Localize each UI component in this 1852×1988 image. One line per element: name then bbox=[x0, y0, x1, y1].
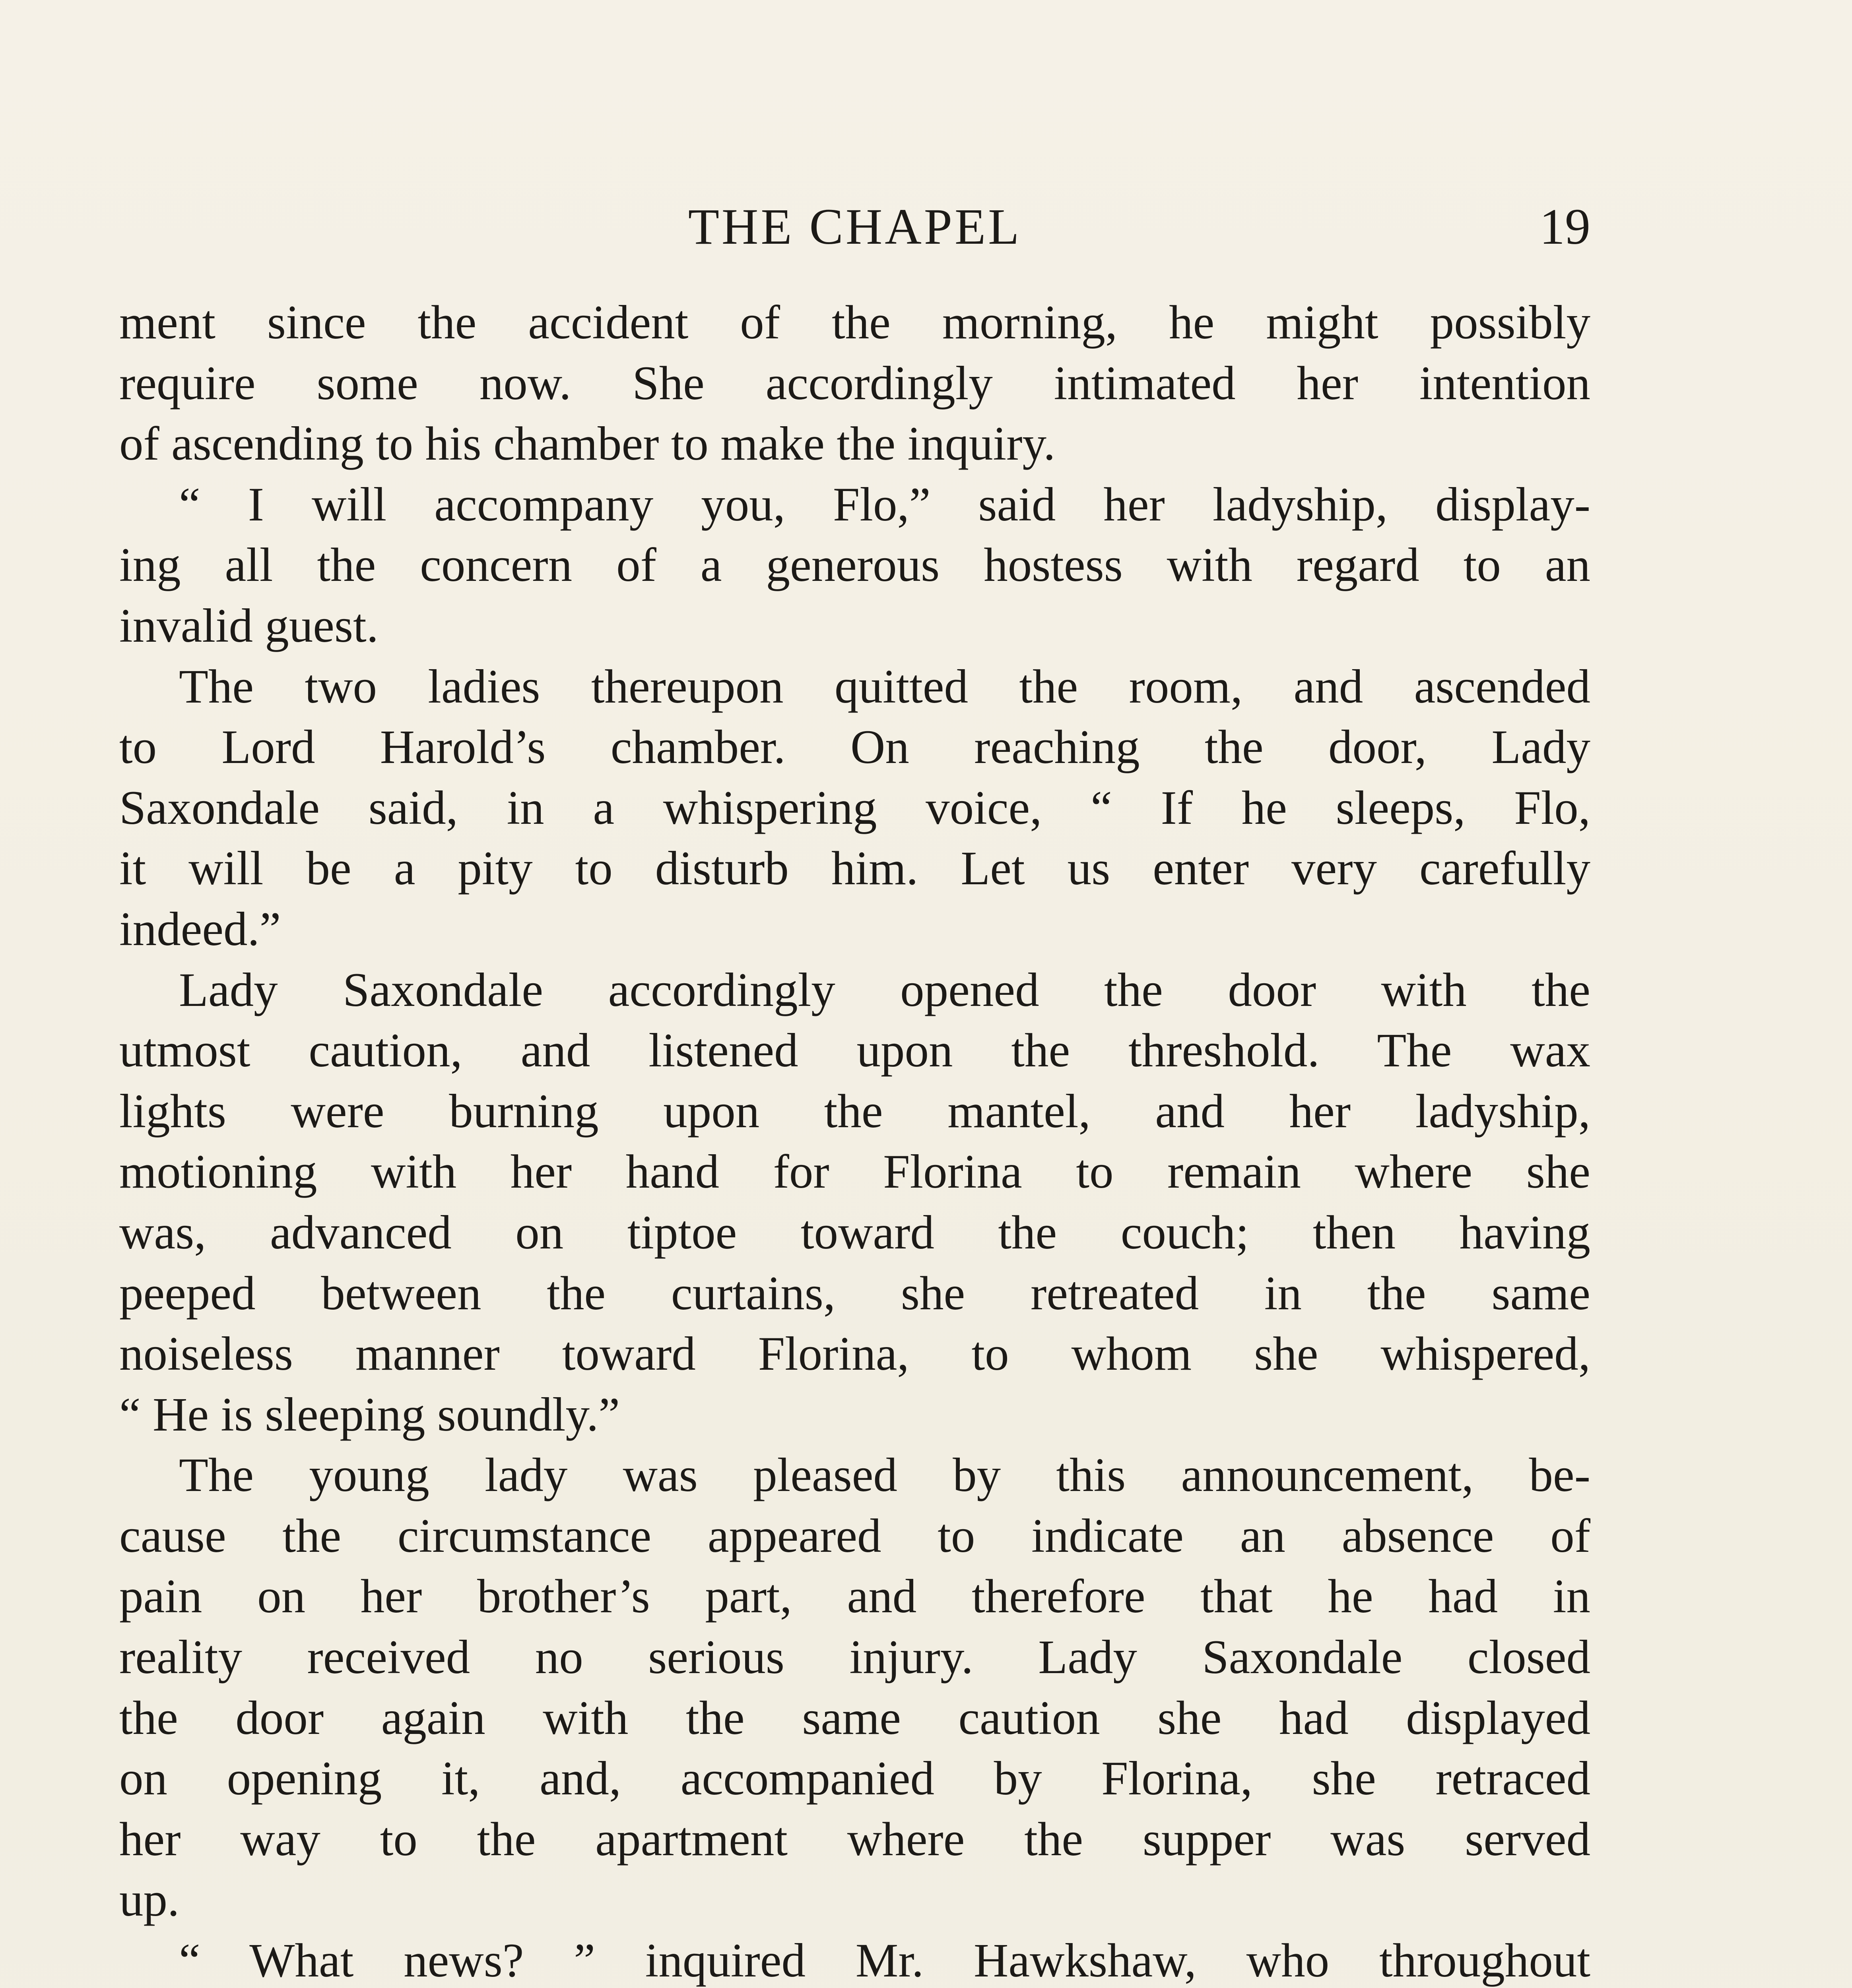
text-line: the door again with the same caution she had displayed bbox=[119, 1691, 1590, 1745]
text-line: “ I will accompany you, Flo,” said her ladyship, display- bbox=[179, 478, 1590, 531]
text-line: peeped between the curtains, she retreated in the same bbox=[119, 1266, 1590, 1320]
text-line: The young lady was pleased by this announcement, be- bbox=[179, 1448, 1590, 1502]
text-line: motioning with her hand for Florina to remain where she bbox=[119, 1145, 1590, 1199]
text-line: utmost caution, and listened upon the threshold. The wax bbox=[119, 1024, 1590, 1077]
running-header bbox=[119, 187, 1590, 266]
text-line: lights were burning upon the mantel, and her ladyship, bbox=[119, 1084, 1590, 1138]
text-line: “ He is sleeping soundly.” bbox=[119, 1388, 620, 1441]
text-line: her way to the apartment where the supper was served bbox=[119, 1812, 1590, 1866]
chapter-title: THE CHAPEL bbox=[688, 198, 1022, 255]
text-line: Lady Saxondale accordingly opened the door with the bbox=[179, 963, 1590, 1017]
text-line: of ascending to his chamber to make the inquiry. bbox=[119, 417, 1056, 471]
text-line: “ What news? ” inquired Mr. Hawkshaw, who throughout bbox=[179, 1934, 1590, 1988]
text-line: reality received no serious injury. Lady Saxondale closed bbox=[119, 1631, 1590, 1684]
text-line: pain on her brother’s part, and therefore that he had in bbox=[119, 1570, 1590, 1623]
text-line: was, advanced on tiptoe toward the couch; then having bbox=[119, 1206, 1590, 1259]
text-line: up. bbox=[119, 1873, 180, 1927]
text-line: indeed.” bbox=[119, 902, 281, 956]
text-line: require some now. She accordingly intimated her intention bbox=[119, 356, 1590, 410]
text-line: invalid guest. bbox=[119, 599, 379, 652]
text-line: ment since the accident of the morning, he might possibly bbox=[119, 296, 1590, 349]
text-line: to Lord Harold’s chamber. On reaching the door, Lady bbox=[119, 720, 1590, 774]
text-line: ing all the concern of a generous hostess with regard to an bbox=[119, 538, 1590, 592]
text-line: The two ladies thereupon quitted the room, and ascended bbox=[179, 660, 1590, 713]
text-line: it will be a pity to disturb him. Let us enter very carefully bbox=[119, 842, 1590, 895]
text-line: noiseless manner toward Florina, to whom she whispered, bbox=[119, 1327, 1590, 1381]
page-number: 19 bbox=[1539, 198, 1590, 255]
body-text bbox=[119, 292, 1590, 1988]
text-line: cause the circumstance appeared to indicate an absence of bbox=[119, 1509, 1590, 1563]
text-line: Saxondale said, in a whispering voice, “ If he sleeps, Flo, bbox=[119, 781, 1590, 835]
text-line: on opening it, and, accompanied by Florina, she retraced bbox=[119, 1752, 1590, 1806]
